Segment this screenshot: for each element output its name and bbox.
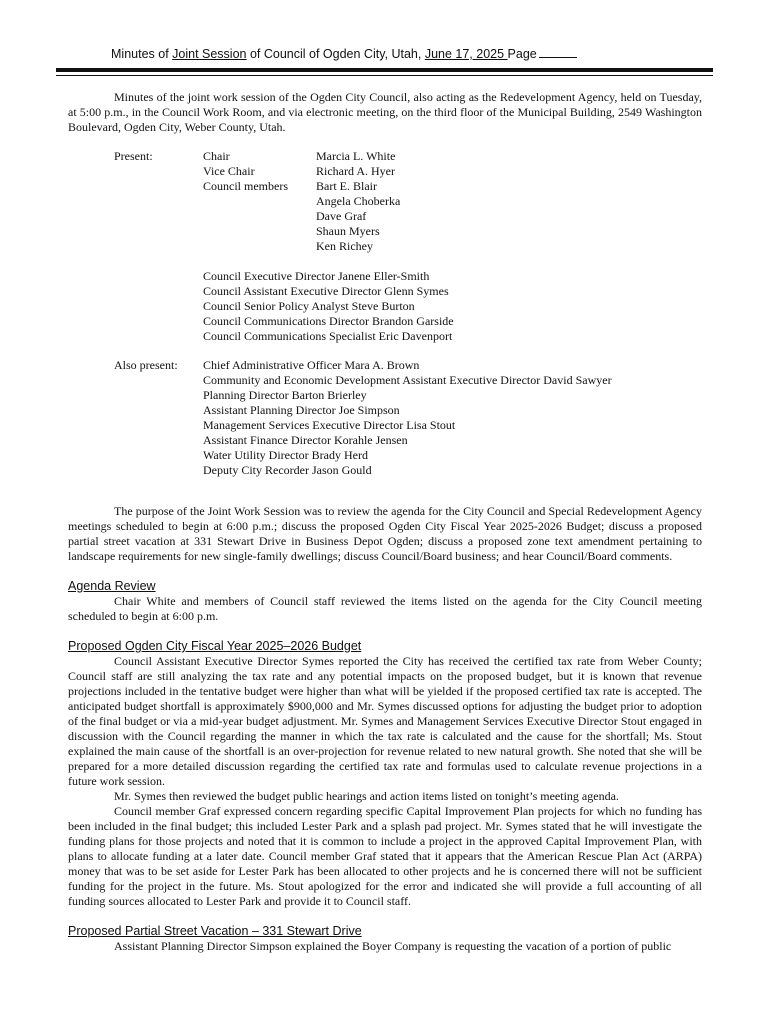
roster-name: Marcia L. White — [316, 149, 396, 163]
section-heading: Proposed Ogden City Fiscal Year 2025–2026 Budget — [68, 639, 362, 653]
attendee: Water Utility Director Brady Herd — [203, 448, 368, 462]
attendee: Planning Director Barton Brierley — [203, 388, 367, 402]
purpose-paragraph: The purpose of the Joint Work Session was to review the agenda for the City Council and Special Redevelopment Agency meetings scheduled to begin at 6:00 p.m.; discuss the proposed Ogden City Fiscal Year 2025-2026 Budget; discuss a proposed partial street vacation at 331 Stewart Drive in Business Depot Ogden; discuss a proposed zone text amendment pertaining to landscape requirements for new single-family dwellings; discuss Council/Board business; and hear Council/Board comments. — [68, 504, 702, 563]
roster-row — [68, 149, 702, 164]
header-prefix: Minutes of — [111, 47, 173, 61]
roster-role: Chair — [203, 149, 230, 163]
section-paragraph: Assistant Planning Director Simpson explained the Boyer Company is requesting the vacation of a portion of public — [114, 939, 672, 953]
header-date: June 17, 2025 — [424, 47, 508, 61]
header-session: Joint Session — [172, 47, 247, 61]
intro-paragraph: Minutes of the joint work session of the Ogden City Council, also acting as the Redevelopment Agency, held on Tuesday, at 5:00 p.m., in the Council Work Room, and via electronic meeting, on the third floor of the Municipal Building, 2549 Washington Boulevard, Ogden City, Weber County, Utah. — [68, 90, 702, 134]
attendee: Chief Administrative Officer Mara A. Brown — [203, 358, 420, 372]
section-paragraph: Chair White and members of Council staff reviewed the items listed on the agenda for the City Council meeting scheduled to begin at 6:00 p.m. — [68, 594, 702, 623]
staff-member: Council Communications Director Brandon Garside — [203, 314, 454, 328]
council-staff-list — [68, 269, 702, 344]
header-rule-thin — [56, 75, 713, 76]
roster-row — [68, 194, 702, 209]
section-heading: Agenda Review — [68, 579, 156, 593]
roster-name: Bart E. Blair — [316, 179, 377, 193]
roster-role: Vice Chair — [203, 164, 255, 178]
section-paragraph: Council member Graf expressed concern regarding specific Capital Improvement Plan projects for which no funding has been included in the final budget; this included Lester Park and a splash pad project. Mr. Symes stated that he will investigate the funding plans for those projects and noted that it is common to include a project in the approved Capital Improvement Plan, with plans to allocate funding at a later date. Council member Graf stated that it appears that the American Rescue Plan Act (ARPA) money that was to be set aside for Lester Park has been allocated to other projects and he is concerned there will not be sufficient funding for the project in the future. Ms. Stout apologized for the error and indicated she will provide a full accounting of all funding sources allocated to Lester Park and provide it to Council staff. — [68, 804, 702, 908]
staff-member: Council Senior Policy Analyst Steve Burton — [203, 299, 415, 313]
roster-row — [68, 179, 702, 194]
roster-row — [68, 164, 702, 179]
also-present-roster — [68, 358, 702, 478]
section-paragraph: Mr. Symes then reviewed the budget public hearings and action items listed on tonight’s meeting agenda. — [114, 789, 619, 803]
also-present-label: Also present: — [114, 358, 178, 372]
header-page-label: Page — [507, 47, 537, 61]
section-budget — [68, 638, 702, 909]
also-present-list — [203, 358, 612, 478]
header-middle: of Council of Ogden City, Utah, — [246, 47, 425, 61]
attendee: Management Services Executive Director Lisa Stout — [203, 418, 456, 432]
section-paragraph: Council Assistant Executive Director Symes reported the City has received the certified tax rate from Weber County; Council staff are still analyzing the tax rate and any potential impacts on the proposed budget, but it is known that revenue projections included in the tentative budget were higher than what will be yielded if the proposed certified tax rate is accepted. The anticipated budget shortfall is approximately $900,000 and Mr. Symes discussed options for adjusting the budget prior to adoption of the final budget or via a mid-year budget adjustment. Mr. Symes and Management Services Executive Director Stout engaged in discussion with the Council regarding the manner in which the tax rate is calculated and the cause for the shortfall; Ms. Stout explained the main cause of the shortfall is an over-projection for revenue related to new natural growth. She noted that she will be prepared for a more detailed discussion regarding the certified tax rate and formulas used to calculate revenue projections in a future work session. — [68, 654, 702, 788]
attendee: Community and Economic Development Assistant Executive Director David Sawyer — [203, 373, 612, 387]
page-number-blank — [539, 46, 577, 58]
page-header — [111, 46, 711, 61]
roster-name: Dave Graf — [316, 209, 367, 223]
roster-name: Angela Choberka — [316, 194, 401, 208]
present-roster — [68, 149, 702, 344]
section-street-vacation — [68, 923, 702, 954]
roster-name: Ken Richey — [316, 239, 373, 253]
section-agenda-review — [68, 578, 702, 624]
roster-row — [68, 239, 702, 254]
roster-row — [68, 224, 702, 239]
roster-row — [68, 209, 702, 224]
roster-name: Richard A. Hyer — [316, 164, 395, 178]
staff-member: Council Assistant Executive Director Glenn Symes — [203, 284, 449, 298]
attendee: Assistant Planning Director Joe Simpson — [203, 403, 400, 417]
staff-member: Council Communications Specialist Eric Davenport — [203, 329, 453, 343]
minutes-body — [68, 90, 702, 954]
staff-member: Council Executive Director Janene Eller-Smith — [203, 269, 430, 283]
attendee: Deputy City Recorder Jason Gould — [203, 463, 372, 477]
header-rule-thick — [56, 68, 713, 72]
attendee: Assistant Finance Director Korahle Jensen — [203, 433, 408, 447]
present-label: Present: — [114, 149, 153, 163]
roster-role: Council members — [203, 179, 288, 193]
section-heading: Proposed Partial Street Vacation – 331 Stewart Drive — [68, 924, 362, 938]
roster-name: Shaun Myers — [316, 224, 380, 238]
